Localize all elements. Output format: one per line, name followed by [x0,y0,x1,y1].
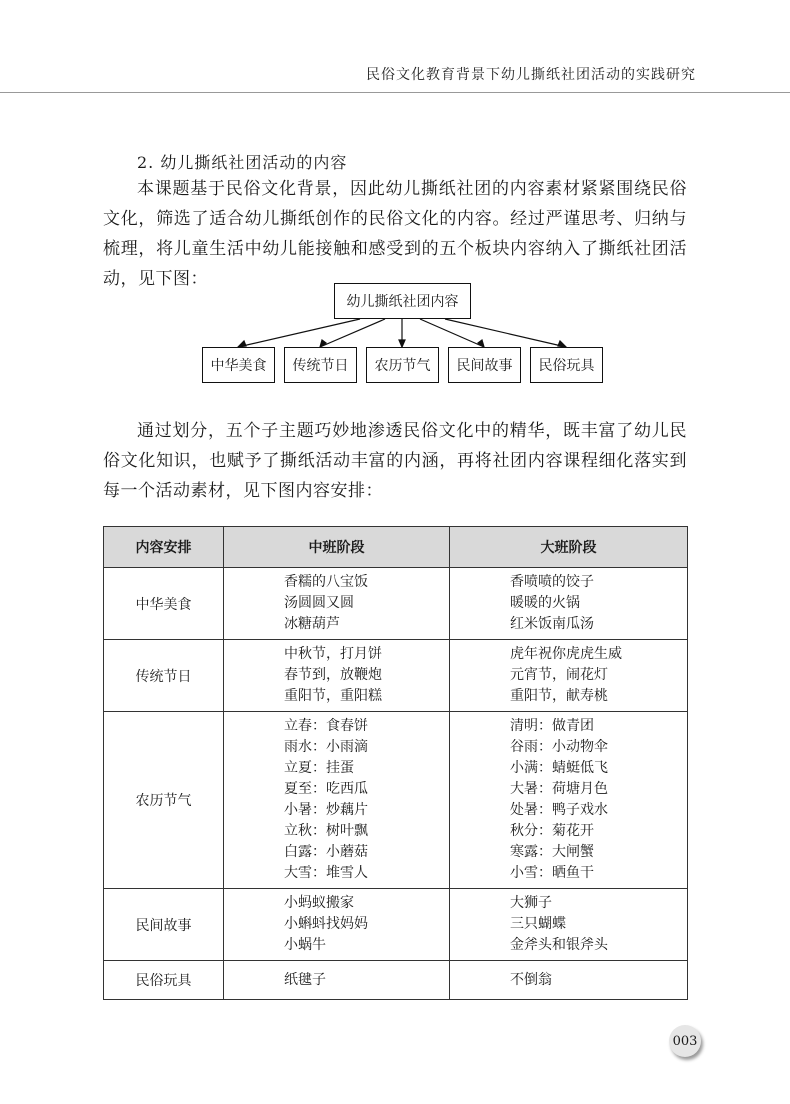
middle-list [224,568,450,640]
list-item: 处暑：鸭子戏水 [510,802,608,818]
list-item: 小蜗牛 [284,937,326,953]
connector-4 [420,319,484,347]
row-category: 民俗玩具 [104,961,224,1000]
list-item: 虎年祝你虎虎生威 [510,646,622,662]
list-item: 小满：蜻蜓低飞 [510,760,608,776]
header-middle-class: 中班阶段 [224,527,450,568]
table-row [104,640,688,712]
list-item: 纸毽子 [284,971,326,988]
list-item: 小蚂蚁搬家 [284,895,354,911]
table-row [104,712,688,889]
paragraph-intro: 本课题基于民俗文化背景，因此幼儿撕纸社团的内容素材紧紧围绕民俗文化，筛选了适合幼儿撕纸创作的民俗文化的内容。经过严谨思考、归纳与梳理，将儿童生活中幼儿能接触和感受到的五个板块内容纳入了撕纸社团活动，见下图： [103,179,687,289]
list-item: 金斧头和银斧头 [510,937,608,953]
paragraph-transition: 通过划分，五个子主题巧妙地渗透民俗文化中的精华，既丰富了幼儿民俗文化知识，也赋予了撕纸活动丰富的内涵，再将社团内容课程细化落实到每一个活动素材，见下图内容安排： [103,421,687,501]
list-item: 香糯的八宝饭 [284,574,368,590]
list-item: 小雪：晒鱼干 [510,865,594,881]
list-item: 小暑：炒藕片 [284,802,368,818]
middle-list [224,712,450,889]
diagram-leaf-solar-terms: 农历节气 [366,347,439,383]
list-item: 重阳节，重阳糕 [284,688,382,704]
arrowhead-3 [399,340,405,347]
header-rule [0,92,790,93]
list-item: 夏至：吃西瓜 [284,781,368,797]
middle-list [224,889,450,961]
list-item: 大狮子 [510,895,552,911]
list-item: 元宵节，闹花灯 [510,667,608,683]
list-item: 冰糖葫芦 [284,616,340,632]
list-item: 春节到，放鞭炮 [284,667,382,683]
list-item: 雨水：小雨滴 [284,739,368,755]
list-item: 暖暖的火锅 [510,595,580,611]
list-item: 小蝌蚪找妈妈 [284,916,368,932]
connector-5 [445,319,566,347]
table-header-row [104,527,688,568]
connector-1 [238,319,360,347]
header-arrangement: 内容安排 [104,527,224,568]
running-header: 民俗文化教育背景下幼儿撕纸社团活动的实践研究 [366,67,696,83]
page-number: 003 [669,1025,701,1057]
list-item: 大暑：荷塘月色 [510,781,608,797]
diagram-leaf-folk-toys: 民俗玩具 [530,347,603,383]
connector-2 [320,319,385,347]
row-category: 民间故事 [104,889,224,961]
list-item: 大雪：堆雪人 [284,865,368,881]
list-item: 秋分：菊花开 [510,823,594,839]
arrowhead-2 [320,340,326,347]
list-item: 寒露：大闸蟹 [510,844,594,860]
middle-list [224,961,450,1000]
list-item: 三只蝴蝶 [510,916,566,932]
list-item: 香喷喷的饺子 [510,574,594,590]
list-item: 中秋节，打月饼 [284,646,382,662]
diagram-leaf-food: 中华美食 [202,347,275,383]
section-heading: 2. 幼儿撕纸社团活动的内容 [137,153,348,172]
diagram-leaf-folk-tales: 民间故事 [448,347,521,383]
senior-list [450,889,688,961]
header-senior-class: 大班阶段 [450,527,688,568]
list-item: 不倒翁 [510,971,552,988]
list-item: 红米饭南瓜汤 [510,616,594,632]
table-row [104,961,688,1000]
list-item: 立春：食春饼 [284,718,368,734]
row-category: 农历节气 [104,712,224,889]
table-row [104,568,688,640]
senior-list [450,640,688,712]
list-item: 白露：小蘑菇 [284,844,368,860]
list-item: 重阳节，献寿桃 [510,688,608,704]
middle-list [224,640,450,712]
row-category: 中华美食 [104,568,224,640]
table-row [104,889,688,961]
list-item: 清明：做青团 [510,718,594,734]
content-table [103,526,688,1000]
senior-list [450,961,688,1000]
diagram-leaf-festivals: 传统节日 [284,347,357,383]
senior-list [450,712,688,889]
row-category: 传统节日 [104,640,224,712]
list-item: 立秋：树叶飘 [284,823,368,839]
list-item: 立夏：挂蛋 [284,760,354,776]
diagram-root-box: 幼儿撕纸社团内容 [334,283,471,319]
arrowhead-4 [478,340,484,347]
senior-list [450,568,688,640]
list-item: 汤圆圆又圆 [284,595,354,611]
list-item: 谷雨：小动物伞 [510,739,608,755]
